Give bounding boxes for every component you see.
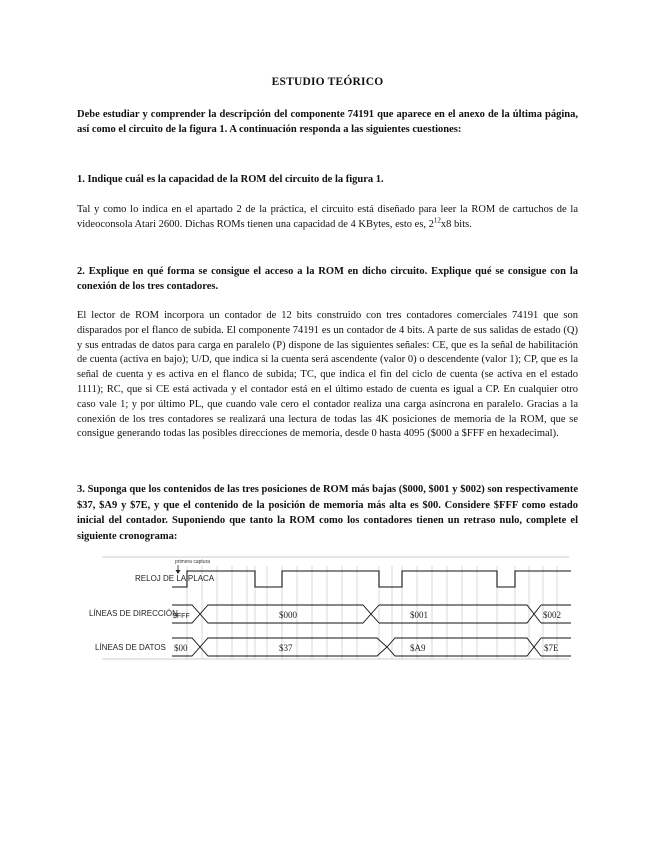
address-row-label: LÍNEAS DE DIRECCIÓN [89, 609, 178, 618]
annotation-label: primera captura [175, 559, 211, 565]
data-value-A9: $A9 [410, 643, 426, 653]
address-initial-value: $FFF [173, 613, 190, 620]
question-2: 2. Explique en qué forma se consigue el acceso a la ROM en dicho circuito. Explique qué se consigue con la conexión de los tres contadores. [77, 266, 578, 292]
timing-diagram [77, 556, 578, 666]
data-segment-37 [200, 638, 387, 656]
data-value-37: $37 [279, 643, 293, 653]
question-1: 1. Indique cuál es la capacidad de la ROM del circuito de la figura 1. [77, 174, 384, 185]
answer-1-text: Tal y como lo indica en el apartado 2 de la práctica, el circuito está diseñado para leer la ROM de cartuchos de la videoconsola Atari 2600. Dichas ROMs tienen una capacidad de 4 KBytes, esto es, 2 [77, 204, 578, 230]
timing-diagram-svg [77, 556, 578, 666]
data-initial-value: $00 [174, 643, 188, 653]
data-row-label: LÍNEAS DE DATOS [95, 643, 166, 652]
data-value-7E: $7E [544, 643, 559, 653]
address-value-000: $000 [279, 610, 297, 620]
question-3: 3. Suponga que los contenidos de las tres posiciones de ROM más bajas ($000, $001 y $002) son respectivamente $37, $A9 y $7E, y que el contenido de la posición de memoria más alta es $00. Considere $FFF como estado inicial del contador. Suponiendo que tanto la ROM como los contadores tienen un retraso nulo, complete el siguiente cronograma: [77, 484, 578, 542]
answer-1-exponent: 12 [433, 216, 441, 225]
address-value-001: $001 [410, 610, 428, 620]
page-title: ESTUDIO TEÓRICO [271, 76, 384, 88]
address-segment-001 [379, 605, 541, 623]
answer-1 [77, 202, 578, 232]
address-value-002: $002 [543, 610, 561, 620]
clock-row-label: RELOJ DE LA PLACA [135, 574, 215, 583]
answer-1-tail: x8 bits. [440, 219, 472, 230]
intro-paragraph: Debe estudiar y comprender la descripción del componente 74191 que aparece en el anexo de la última página, así como el circuito de la figura 1. A continuación responda a las siguientes cuestiones: [77, 109, 578, 135]
answer-2: El lector de ROM incorpora un contador de 12 bits construido con tres contadores comerciales 74191 que son disparados por el flanco de subida. El componente 74191 es un contador de 4 bits. A parte de sus salidas de estado (Q) y sus entradas de datos para carga en paralelo (P) dispone de las siguientes señales: CE, que es la señal de habilitación de cuenta (activa en bajo); U/D, que indica si la cuenta será ascendente (valor 0) o descendente (valor 1); CP, que es la señal de cuenta y es activa en el flanco de subida; TC, que indica el fin del ciclo de cuenta (se activa en el estado 1111); RC, que si CE está activada y el contador está en el último estado de cuenta es igual a CP. En cualquier otro caso vale 1; y por último PL, que cuando vale cero el contador realiza una carga asíncrona en paralelo. Gracias a la conexión de los tres contadores se realizará una lectura de todas las 4K posiciones de memoria de la ROM, que se consigue generando todas las posibles direcciones de memoria, desde 0 hasta 4095 ($000 a $FFF en hexadecimal). [77, 310, 578, 440]
